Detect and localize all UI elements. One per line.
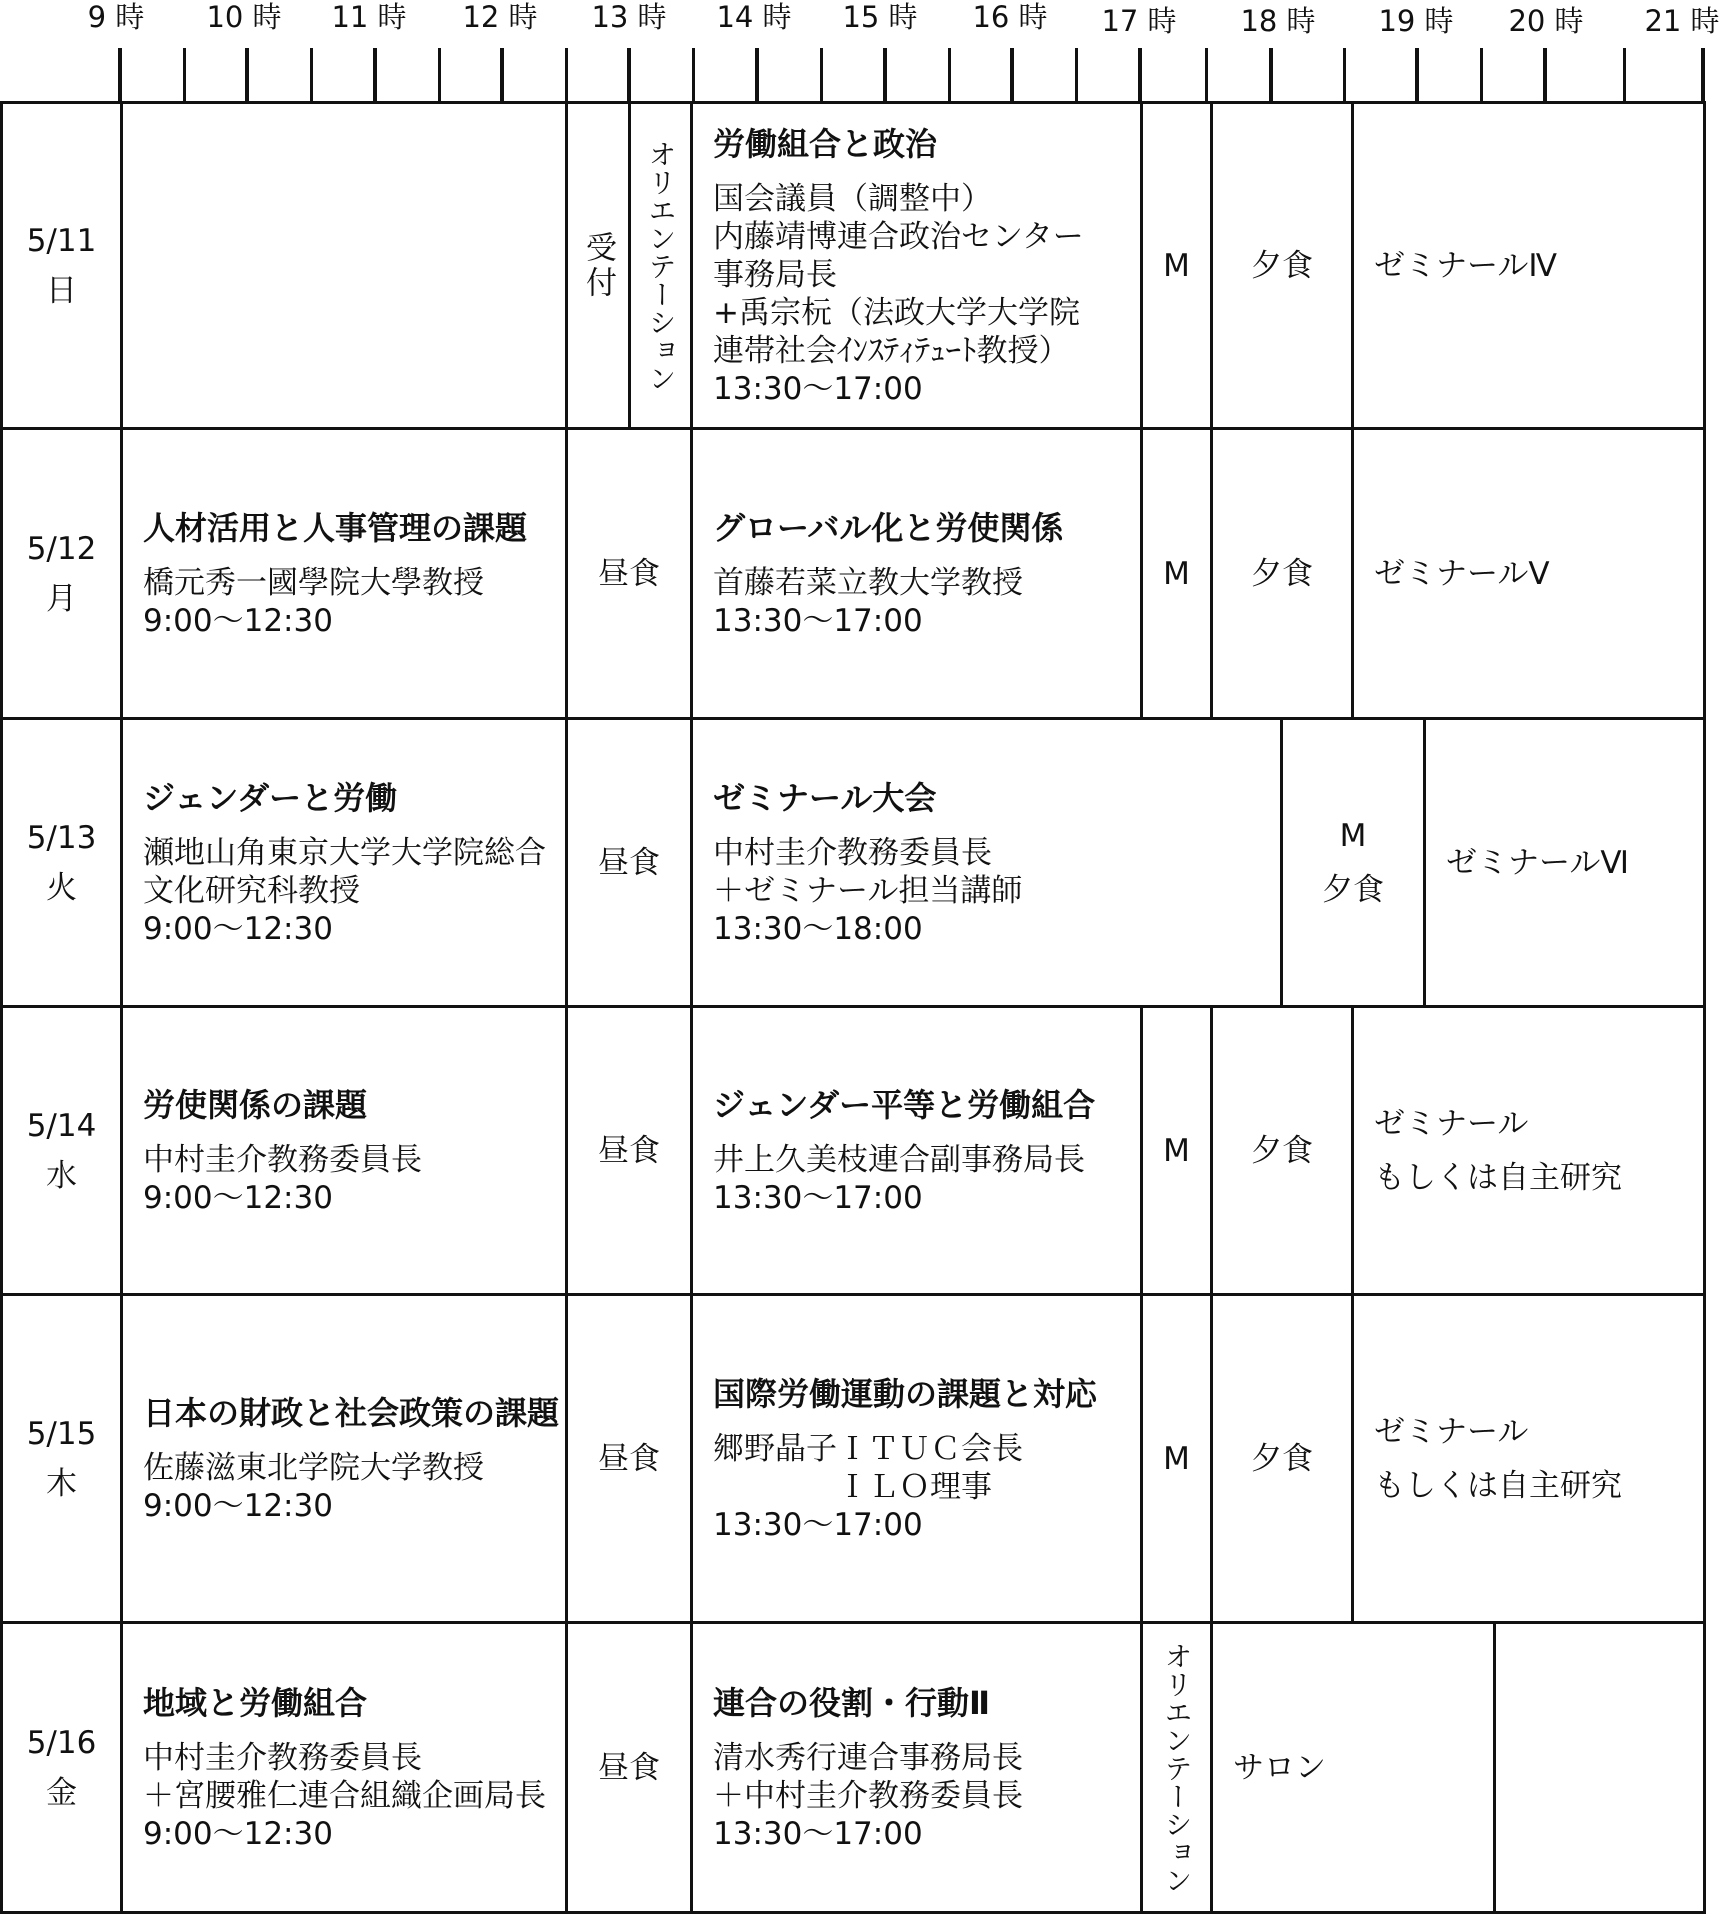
afternoon-time: 13:30〜18:00 [713,910,923,947]
date-cell [0,717,123,1008]
date-cell [0,427,123,720]
date-cell [0,1005,123,1296]
date-cell [0,1293,123,1624]
hour-tick [1543,48,1547,104]
meeting-label: M [1163,555,1190,592]
lunch-label: 昼食 [598,1749,660,1786]
hour-label: 16 時 [972,0,1048,34]
dinner-label: 夕食 [1322,871,1384,908]
lunch-cell [565,1005,693,1296]
afternoon-title: ジェンダー平等と労働組合 [713,1085,1096,1124]
weekday: 木 [46,1465,77,1502]
hour-tick [118,48,122,104]
hour-label: 20 時 [1508,4,1584,38]
afternoon-lecture-cell [690,101,1143,430]
afternoon-title: 国際労働運動の課題と対応 [713,1374,1098,1413]
half-hour-tick [1205,48,1208,104]
morning-lecture-cell [120,717,568,1008]
dinner-label: 夕食 [1251,555,1313,592]
afternoon-speaker-line: 郷野晶子ＩＴＵＣ会長 [713,1430,1023,1467]
hour-label: 9 時 [87,0,145,34]
reception-label: 受付 [580,230,616,301]
weekday: 日 [46,272,77,309]
salon-cell [1210,1621,1496,1914]
hour-tick [373,48,377,104]
hour-tick [1269,48,1273,104]
dinner-cell [1210,101,1354,430]
half-hour-tick [1480,48,1483,104]
afternoon-speaker-line: 中村圭介教務委員長 [713,834,992,871]
lunch-cell [565,717,693,1008]
morning-time: 9:00〜12:30 [143,910,333,947]
hour-label: 12 時 [462,0,538,34]
morning-time: 9:00〜12:30 [143,1179,333,1216]
evening-label: ゼミナールⅥ [1446,844,1629,881]
morning-lecture-cell [120,1005,568,1296]
morning-title: 人材活用と人事管理の課題 [143,508,528,547]
morning-speaker-line: ＋宮腰雅仁連合組織企画局長 [143,1777,546,1814]
orientation-label: オリエンテーション [644,139,678,392]
date: 5/15 [26,1415,97,1452]
afternoon-speaker-line: +禹宗杬（法政大学大学院 [713,294,1080,331]
meeting-cell [1140,1293,1213,1624]
afternoon-speaker-line: 井上久美枝連合副事務局長 [713,1141,1085,1178]
evening-label: ゼミナールⅣ [1374,247,1557,284]
afternoon-title: 労働組合と政治 [713,124,938,163]
half-hour-tick [1623,48,1626,104]
afternoon-title: ゼミナール大会 [713,778,937,817]
lunch-label: 昼食 [598,844,660,881]
afternoon-speaker-line: 国会議員（調整中） [713,180,992,217]
morning-title: 日本の財政と社会政策の課題 [143,1393,560,1432]
date: 5/14 [26,1107,97,1144]
date: 5/12 [26,530,97,567]
afternoon-time: 13:30〜17:00 [713,370,923,407]
hour-label: 17 時 [1101,4,1177,38]
dinner-label: 夕食 [1251,1440,1313,1477]
hour-label: 19 時 [1378,4,1454,38]
hour-tick [1701,48,1705,104]
evening-label: もしくは自主研究 [1374,1159,1622,1196]
hour-tick [500,48,504,104]
orientation-label: オリエンテーション [1160,1641,1194,1894]
meeting-cell [1140,101,1213,430]
morning-title: ジェンダーと労働 [143,778,398,817]
lunch-label: 昼食 [598,555,660,592]
afternoon-speaker-line: 連帯社会ｲﾝｽﾃｨﾃｭｰﾄ教授） [713,332,1070,369]
morning-lecture-cell [120,1621,568,1914]
hour-tick [1010,48,1014,104]
evening-label: もしくは自主研究 [1374,1467,1622,1504]
afternoon-time: 13:30〜17:00 [713,602,923,639]
afternoon-speaker-line: 内藤靖博連合政治センター [713,218,1084,255]
half-hour-tick [692,48,695,104]
hour-label: 11 時 [331,0,407,34]
morning-title: 地域と労働組合 [143,1683,368,1722]
afternoon-lecture-cell [690,717,1283,1008]
half-hour-tick [565,48,568,104]
dinner-cell [1210,427,1354,720]
morning-time: 9:00〜12:30 [143,1815,333,1852]
afternoon-time: 13:30〜17:00 [713,1815,923,1852]
morning-title: 労使関係の課題 [143,1085,368,1124]
meeting-cell [1140,427,1213,720]
dinner-cell [1210,1293,1354,1624]
lunch-label: 昼食 [598,1132,660,1169]
morning-speaker-line: 中村圭介教務委員長 [143,1739,422,1776]
hour-tick [883,48,887,104]
lunch-cell [565,1293,693,1624]
morning-speaker-line: 橋元秀一國學院大學教授 [143,564,484,601]
salon-label: サロン [1233,1749,1326,1786]
date-cell [0,1621,123,1914]
evening-label: ゼミナール [1374,1413,1529,1450]
date: 5/11 [26,222,97,259]
afternoon-lecture-cell [690,427,1143,720]
hour-label: 13 時 [591,0,667,34]
meeting-label: M [1163,247,1190,284]
hour-label: 21 時 [1644,4,1720,38]
afternoon-speaker-line: 清水秀行連合事務局長 [713,1739,1023,1776]
evening-label: ゼミナールⅤ [1374,555,1550,592]
meeting-label: M [1339,817,1367,854]
meeting-cell [1140,1005,1213,1296]
afternoon-lecture-cell [690,1005,1143,1296]
hour-label: 18 時 [1240,4,1316,38]
afternoon-title: グローバル化と労使関係 [713,508,1064,547]
afternoon-time: 13:30〜17:00 [713,1506,923,1543]
meeting-dinner-stack [1322,809,1384,917]
evening-cell [1351,1005,1706,1296]
weekday: 月 [46,580,77,617]
half-hour-tick [310,48,313,104]
weekday: 水 [46,1157,77,1194]
meeting-label: M [1163,1440,1190,1477]
afternoon-time: 13:30〜17:00 [713,1179,923,1216]
dinner-cell [1210,1005,1354,1296]
evening-cell [1351,1293,1706,1624]
weekday: 火 [46,869,77,906]
lunch-label: 昼食 [598,1440,660,1477]
afternoon-lecture-cell [690,1621,1143,1914]
half-hour-tick [183,48,186,104]
date-cell [0,101,123,430]
afternoon-speaker-line: 事務局長 [713,256,837,293]
afternoon-speaker-line: 首藤若菜立教大学教授 [713,564,1023,601]
morning-lecture-cell [120,1293,568,1624]
half-hour-tick [948,48,951,104]
evening-cell [1351,427,1706,720]
reception-cell [565,101,631,430]
evening-cell [1351,101,1706,430]
half-hour-tick [820,48,823,104]
lunch-cell [565,1621,693,1914]
meeting-dinner-cell [1280,717,1426,1008]
meeting-label: M [1163,1132,1190,1169]
evening-label: ゼミナール [1374,1105,1529,1142]
hour-label: 10 時 [206,0,282,34]
dinner-label: 夕食 [1251,1132,1313,1169]
morning-speaker-line: 瀬地山角東京大学大学院総合文化研究科教授 [143,834,546,909]
hour-label: 14 時 [716,0,792,34]
afternoon-speaker-line: ＋ゼミナール担当講師 [713,872,1023,909]
orientation-cell [1140,1621,1213,1914]
empty-evening-cell [1493,1621,1706,1914]
afternoon-speaker-line: ＋中村圭介教務委員長 [713,1777,1023,1814]
afternoon-speaker-line: ＩＬＯ理事 [713,1468,992,1505]
hour-label: 15 時 [842,0,918,34]
hour-tick [1138,48,1142,104]
morning-speaker-line: 佐藤滋東北学院大学教授 [143,1449,484,1486]
dinner-label: 夕食 [1251,247,1313,284]
afternoon-lecture-cell [690,1293,1143,1624]
evening-cell [1423,717,1706,1008]
morning-time: 9:00〜12:30 [143,602,333,639]
weekday: 金 [46,1774,77,1811]
afternoon-title: 連合の役割・行動Ⅱ [713,1683,991,1722]
hour-tick [245,48,249,104]
empty-morning-cell [120,101,568,430]
lunch-cell [565,427,693,720]
date: 5/13 [26,819,97,856]
morning-lecture-cell [120,427,568,720]
half-hour-tick [438,48,441,104]
morning-time: 9:00〜12:30 [143,1487,333,1524]
date: 5/16 [26,1724,97,1761]
hour-tick [1415,48,1419,104]
half-hour-tick [1343,48,1346,104]
hour-tick [627,48,631,104]
half-hour-tick [1075,48,1078,104]
hour-tick [755,48,759,104]
morning-speaker-line: 中村圭介教務委員長 [143,1141,422,1178]
orientation-cell [628,101,693,430]
